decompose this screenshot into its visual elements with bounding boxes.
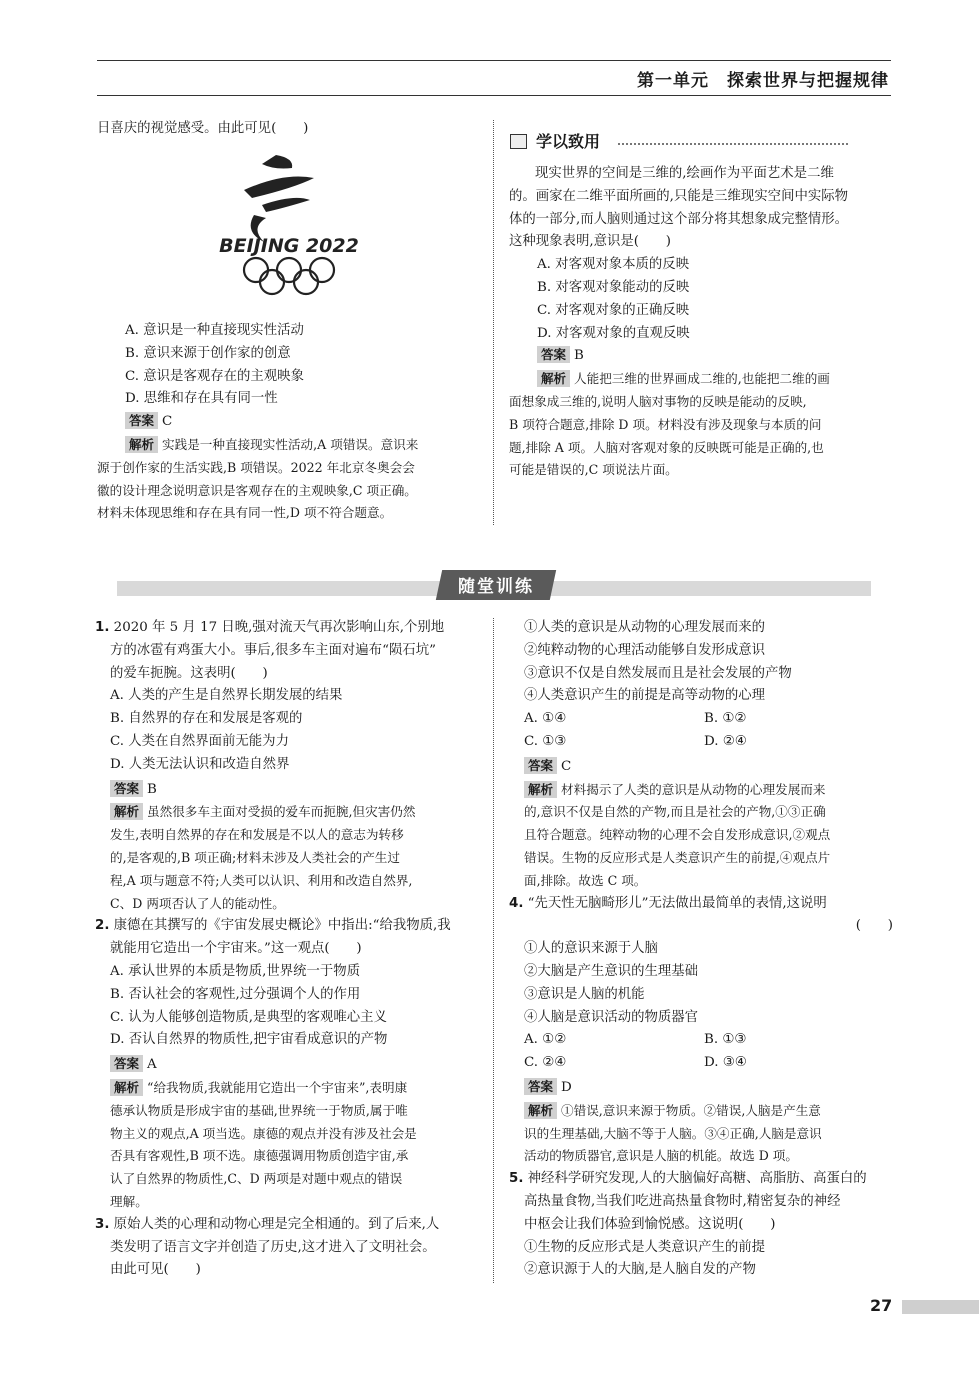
answer-tag: 答案: [110, 1055, 143, 1072]
option-d: D. 人类无法认识和改造自然界: [110, 756, 290, 772]
option-a: A. 承认世界的本质是物质,世界统一于物质: [110, 963, 361, 979]
analysis: [509, 368, 894, 482]
column-divider-top: [493, 120, 494, 525]
option-a: A. 意识是一种直接现实性活动: [125, 323, 304, 338]
analysis-line: 理解。: [110, 1193, 148, 1209]
analysis-line: 认了自然界的物质性,C、D 两项是对题中观点的错误: [110, 1171, 403, 1187]
answer-row: [509, 1077, 899, 1100]
statement: ④人脑是意识活动的物质器官: [524, 1009, 699, 1025]
answer-tag: 答案: [537, 346, 570, 363]
analysis-line: 可能是错误的,C 项说法片面。: [509, 462, 678, 478]
column-divider-bottom: [493, 618, 494, 1283]
question-3-line: 3. 原始人类的心理和动物心理是完全相通的。到了后来,人: [95, 1216, 440, 1232]
choice-row: C. ①③ D. ②④: [524, 733, 747, 749]
question-1-line: 方的冰雹有鸡蛋大小。事后,很多车主面对遍布“陨石坑”: [110, 642, 436, 658]
answer-value: C: [162, 414, 173, 430]
analysis-tag: 解析: [524, 1102, 557, 1119]
analysis-line: 的,是客观的,B 项正确;材料未涉及人类社会的产生过: [110, 849, 400, 865]
option-a: A. 人类的产生是自然界长期发展的结果: [110, 688, 343, 704]
question-line: 现实世界的空间是三维的,绘画作为平面艺术是二维: [535, 166, 834, 181]
option-d: D. 否认自然界的物质性,把宇宙看成意识的产物: [110, 1032, 388, 1048]
analysis-tag: 解析: [110, 1079, 143, 1096]
analysis-line: 徽的设计理念说明意识是客观存在的主观映象,C 项正确。: [97, 482, 417, 498]
answer-tag: 答案: [524, 757, 557, 774]
question-number: 1.: [95, 620, 110, 635]
option-b: B. 自然界的存在和发展是客观的: [110, 711, 303, 727]
statement: ②纯粹动物的心理活动能够自发形成意识: [524, 642, 766, 658]
analysis-tag: 解析: [537, 370, 570, 387]
statement: ①人的意识来源于人脑: [524, 941, 658, 957]
header-bottom-rule: [97, 95, 891, 96]
analysis-tag: 解析: [125, 436, 158, 453]
question-number: 4.: [509, 895, 524, 911]
section-title: 学以致用: [536, 132, 601, 151]
analysis-line: 活动的物质器官,意识是人脑的机能。故选 D 项。: [524, 1148, 798, 1164]
answer-row: [95, 1054, 485, 1077]
analysis-line: 发生,表明自然界的存在和发展是不以人的意志为转移: [110, 827, 404, 843]
analysis-line: C、D 两项否认了人的能动性。: [110, 895, 285, 911]
analysis: [97, 434, 482, 525]
answer-value: B: [147, 781, 157, 797]
option-c: C. 人类在自然界面前无能为力: [110, 733, 289, 749]
analysis-tag: 解析: [524, 781, 557, 798]
analysis-line: 且符合题意。纯粹动物的心理不会自发形成意识,②观点: [524, 827, 831, 843]
analysis-tag: 解析: [110, 803, 143, 820]
analysis-line: 物主义的观点,A 项当选。康德的观点并没有涉及社会是: [110, 1125, 417, 1141]
analysis-line: 的,意识不仅是自然的产物,而且是社会的产物,①③正确: [524, 804, 826, 820]
statement: ①生物的反应形式是人类意识产生的前提: [524, 1239, 766, 1255]
answer-tag: 答案: [110, 780, 143, 797]
question-line: 的。画家在二维平面所画的,只能是三维现实空间中实际物: [509, 188, 849, 204]
statement: ③意识不仅是自然发展而且是社会发展的产物: [524, 665, 792, 681]
question-number: 5.: [509, 1171, 524, 1187]
analysis-line: 源于创作家的生活实践,B 项错误。2022 年北京冬奥会会: [97, 459, 415, 475]
analysis-line: B 项符合题意,排除 D 项。材料没有涉及现象与本质的问: [509, 416, 822, 432]
header-top-rule: [97, 60, 891, 61]
question-5-line: 中枢会让我们体验到愉悦感。这说明( ): [524, 1216, 776, 1232]
option-b: B. 否认社会的客观性,过分强调个人的作用: [110, 986, 361, 1002]
analysis: 解析 ①错误,意识来源于物质。②错误,人脑是产生意 识的生理基础,大脑不等于人脑。③④正确,人脑是意识 活动的物质器官,意识是人脑的机能。故选 D 项。: [509, 1100, 899, 1168]
left-top-options: [97, 320, 482, 525]
answer-value: B: [574, 348, 584, 364]
option-a: A. 对客观对象本质的反映: [537, 257, 690, 273]
answer-row: [509, 345, 894, 368]
question-3-line: 由此可见( ): [110, 1262, 201, 1278]
question-number: 3.: [95, 1216, 110, 1232]
option-c: C. 意识是客观存在的主观映象: [125, 368, 304, 384]
question-2-line: 就能用它造出一个宇宙来。”这一观点( ): [110, 941, 362, 957]
answer-row: [97, 411, 482, 434]
banner-title: 随堂训练: [458, 577, 534, 597]
question-5-line: 5. 神经科学研究发现,人的大脑偏好高糖、高脂肪、高蛋白的: [509, 1171, 867, 1187]
right-bottom-column: [509, 617, 899, 1282]
analysis-line: 识的生理基础,大脑不等于人脑。③④正确,人脑是意识: [524, 1125, 822, 1141]
statement: ④人类意识产生的前提是高等动物的心理: [524, 688, 766, 704]
option-b: B. 对客观对象能动的反映: [537, 279, 690, 295]
statement: ③意识是人脑的机能: [524, 986, 645, 1002]
analysis-line: 德承认物质是形成宇宙的基础,世界统一于物质,属于唯: [110, 1102, 408, 1118]
statement: ②大脑是产生意识的生理基础: [524, 963, 699, 979]
choice-row: A. ①④ B. ①②: [524, 711, 747, 727]
option-b: B. 意识来源于创作家的创意: [125, 345, 291, 361]
unit-title: 第一单元 探索世界与把握规律: [637, 71, 889, 91]
question-number: 2.: [95, 918, 110, 934]
page-number: 27: [870, 1296, 893, 1315]
answer-tag: 答案: [125, 412, 158, 429]
left-bottom-column: [95, 617, 485, 1282]
analysis-line: 实践是一种直接现实性活动,A 项错误。意识来: [162, 436, 419, 452]
question-line: 体的一部分,而人脑则通过这个部分将其想象成完整情形。: [509, 211, 849, 227]
analysis-line: 题,排除 A 项。人脑对客观对象的反映既可能是正确的,也: [509, 439, 824, 455]
analysis-line: 错误。生物的反应形式是人类意识产生的前提,④观点片: [524, 849, 831, 865]
analysis-line: 面,排除。故选 C 项。: [524, 872, 647, 888]
choice-row: C. ②④ D. ③④: [524, 1055, 747, 1071]
question-line: 这种现象表明,意识是( ): [509, 234, 672, 250]
analysis: 解析 虽然很多车主面对受损的爱车而扼腕,但灾害仍然 发生,表明自然界的存在和发展是不以人的意志为转移 的,是客观的,B 项正确;材料未涉及人类社会的产生过 程,A 项与题意不符;人类可以认识、利用和改造自然界, C、D 两项否认了人的能动性。: [95, 801, 485, 915]
option-c: C. 对客观对象的正确反映: [537, 302, 690, 318]
analysis: 解析 “给我物质,我就能用它造出一个宇宙来”,表明康 德承认物质是形成宇宙的基础,世界统一于物质,属于唯 物主义的观点,A 项当选。康德的观点并没有涉及社会是 否具有客观性,B 项不选。康德强调用物质创造宇宙,承 认了自然界的物质性,C、D 两项是对题中观点的错误 理解。: [95, 1077, 485, 1214]
analysis-line: 程,A 项与题意不符;人类可以认识、利用和改造自然界,: [110, 872, 413, 888]
option-c: C. 认为人能够创造物质,是典型的客观唯心主义: [110, 1009, 387, 1025]
page-number-bar: [902, 1300, 979, 1314]
answer-value: D: [561, 1079, 572, 1095]
statement: ①人类的意识是从动物的心理发展而来的: [524, 620, 766, 635]
question-3-line: 类发明了语言文字并创造了历史,这才进入了文明社会。: [110, 1239, 436, 1255]
option-d: D. 对客观对象的直观反映: [537, 325, 690, 341]
analysis: 解析 材料揭示了人类的意识是从动物的心理发展而来 的,意识不仅是自然的产物,而且是社会的产物,①③正确 且符合题意。纯粹动物的心理不会自发形成意识,②观点 错误。生物的反应形式是人类意识产生的前提,④观点片 面,排除。故选 C 项。: [509, 779, 899, 893]
answer-row: [95, 779, 485, 802]
section-header-xueyizhiyong: [508, 128, 848, 154]
answer-bracket: ( ): [855, 918, 893, 934]
question-1-line: 1. 2020 年 5 月 17 日晚,强对流天气再次影响山东,个别地: [95, 620, 445, 635]
choice-row: A. ①② B. ①③: [524, 1032, 747, 1048]
section-dotted-line: [618, 143, 848, 145]
logo-text: BEIJING 2022: [219, 235, 359, 257]
analysis-line: 材料未体现思维和存在具有同一性,D 项不符合题意。: [97, 505, 393, 521]
answer-value: C: [561, 758, 572, 774]
question-intro: 日喜庆的视觉感受。由此可见( ): [97, 121, 309, 136]
answer-tag: 答案: [524, 1078, 557, 1095]
analysis-line: 否具有客观性,B 项不选。康德强调用物质创造宇宙,承: [110, 1148, 409, 1164]
right-top-column: [509, 163, 894, 482]
option-d: D. 思维和存在具有同一性: [125, 391, 278, 407]
question-5-line: 高热量食物,当我们吃进高热量食物时,精密复杂的神经: [524, 1193, 841, 1209]
beijing-2022-logo: [214, 150, 364, 300]
question-4-line: 4. “先天性无脑畸形儿”无法做出最简单的表情,这说明: [509, 895, 827, 911]
answer-value: A: [147, 1057, 157, 1073]
statement: ②意识源于人的大脑,是人脑自发的产物: [524, 1262, 756, 1278]
analysis-line: 面想象成三维的,说明人脑对事物的反映是能动的反映,: [509, 393, 807, 409]
answer-row: [509, 756, 899, 779]
question-1-line: 的爱车扼腕。这表明( ): [110, 665, 268, 681]
question-2-line: 2. 康德在其撰写的《宇宙发展史概论》中指出:“给我物质,我: [95, 918, 451, 934]
left-top-column: [97, 118, 482, 141]
analysis-line: 人能把三维的世界画成二维的,也能把二维的画: [574, 371, 830, 387]
section-icon: [510, 134, 527, 149]
